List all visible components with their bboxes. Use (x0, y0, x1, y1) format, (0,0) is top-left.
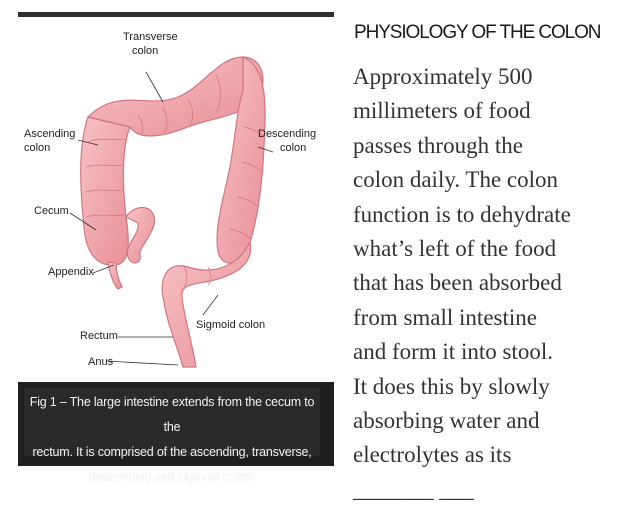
body-line: that has been absorbed (353, 270, 562, 296)
body-line: from small intestine (353, 304, 537, 330)
body-line: colon daily. The colon (353, 167, 559, 193)
slide-body (353, 60, 637, 502)
label-descending-2: colon (280, 142, 307, 154)
label-ascending-2: colon (24, 142, 51, 154)
body-line: function is to dehydrate (353, 201, 571, 227)
label-rectum: Rectum (80, 330, 118, 342)
label-transverse-1: Transverse (123, 31, 178, 43)
caption-line: Fig 1 – The large intestine extends from the cecum to the (29, 395, 315, 434)
label-anus: Anus (88, 356, 114, 368)
body-line: absorbing water and (353, 407, 540, 433)
label-cecum: Cecum (34, 205, 69, 217)
caption-line: rectum. It is comprised of the ascending, transverse, (32, 445, 312, 459)
colon-figure (18, 12, 334, 484)
label-appendix: Appendix (48, 266, 94, 278)
large-intestine-illustration (18, 17, 334, 387)
label-sigmoid: Sigmoid colon (196, 319, 266, 331)
body-line: passes through the (353, 132, 523, 158)
body-line: electrolytes as its (353, 442, 512, 468)
caption-line: descending and sigmoid colon. (89, 470, 255, 484)
figure-caption-box (18, 382, 334, 484)
label-descending-1: Descending (258, 128, 317, 140)
label-ascending-1: Ascending (24, 128, 76, 140)
figure-caption (22, 390, 322, 490)
body-line: and form it into stool. (353, 339, 553, 365)
body-line: what’s left of the food (353, 235, 557, 261)
slide-title: PHYSIOLOGY OF THE COLON (354, 22, 601, 43)
label-transverse-2: colon (132, 45, 159, 57)
body-line-cut: _______ ___ (353, 476, 474, 502)
body-line: Approximately 500 (353, 64, 533, 89)
body-line: millimeters of food (353, 98, 531, 124)
body-line: It does this by slowly (353, 373, 550, 399)
